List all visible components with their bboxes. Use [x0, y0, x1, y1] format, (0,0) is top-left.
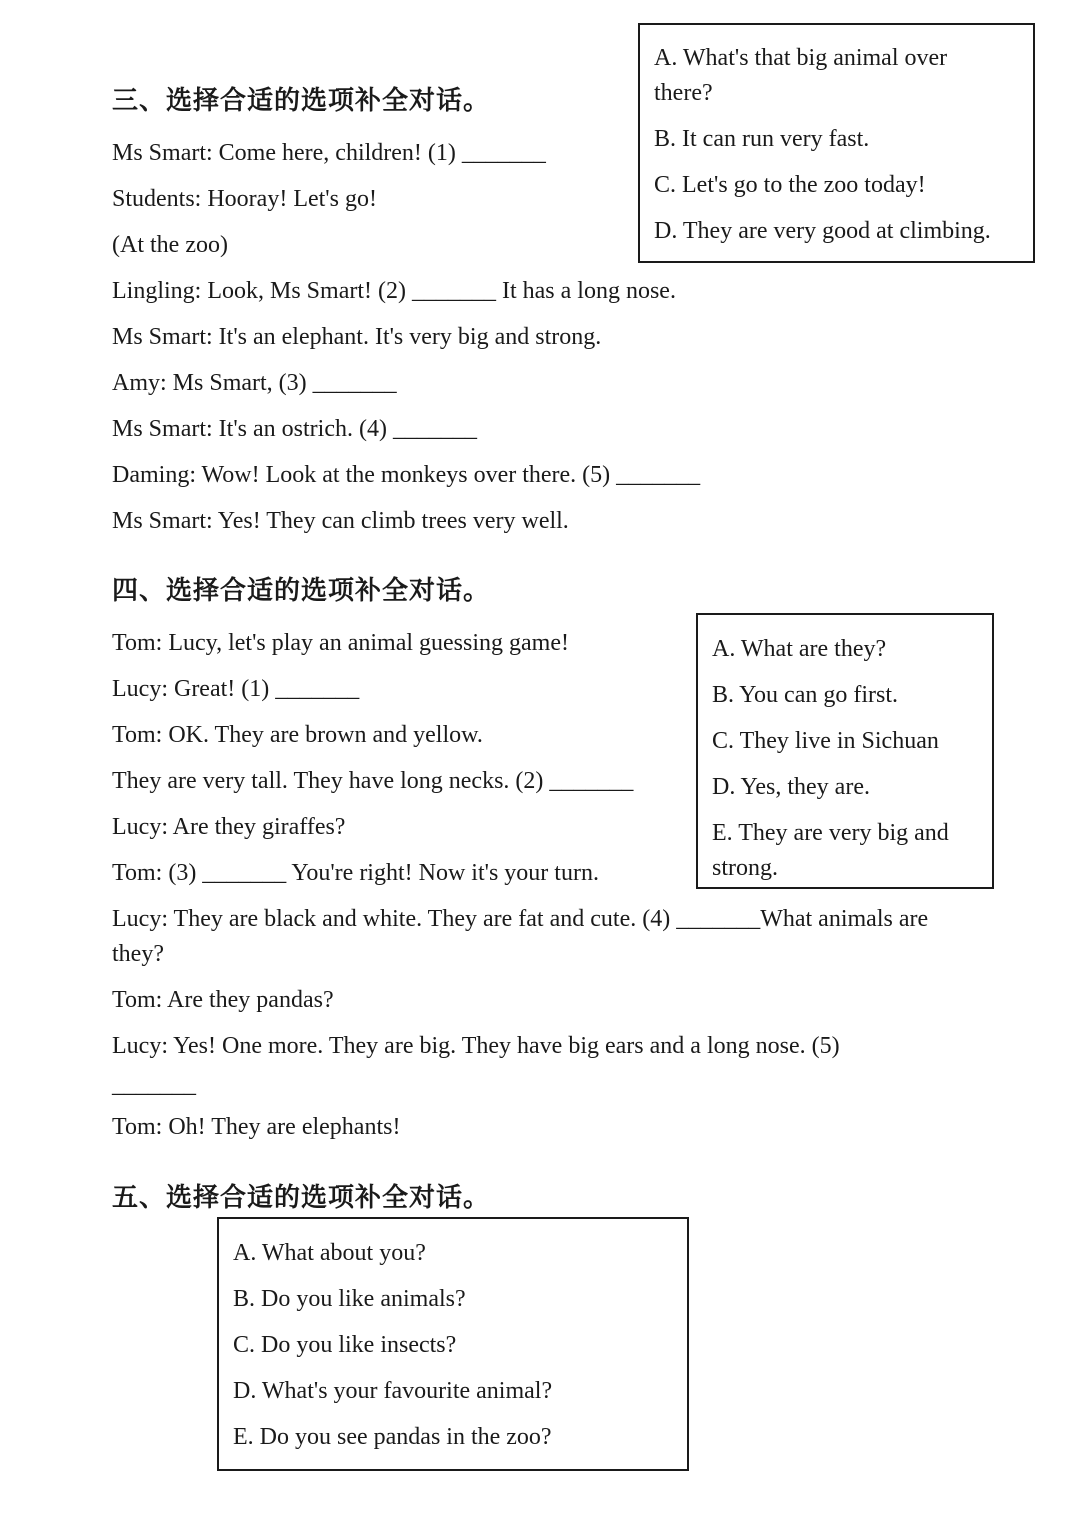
section4-option-d: D. Yes, they are.	[712, 774, 870, 800]
dialogue-line: Tom: Oh! They are elephants!	[112, 1114, 401, 1140]
section3-options-box	[638, 23, 1035, 263]
section3-option-a-cont: there?	[654, 80, 713, 106]
dialogue-line: Tom: OK. They are brown and yellow.	[112, 722, 483, 748]
dialogue-line: Lucy: Are they giraffes?	[112, 814, 346, 840]
dialogue-line: Ms Smart: It's an ostrich. (4) _______	[112, 416, 477, 442]
dialogue-line: Lingling: Look, Ms Smart! (2) _______ It has a long nose.	[112, 278, 676, 304]
section4-options-box	[696, 613, 994, 889]
dialogue-line: Tom: Are they pandas?	[112, 987, 334, 1013]
section4-option-c: C. They live in Sichuan	[712, 728, 939, 754]
section4-option-e: E. They are very big and	[712, 820, 949, 846]
dialogue-line: Ms Smart: Yes! They can climb trees very well.	[112, 508, 569, 534]
section4-heading: 四、选择合适的选项补全对话。	[112, 576, 491, 606]
dialogue-line: _______	[112, 1072, 196, 1098]
section5-option-a: A. What about you?	[233, 1240, 426, 1266]
dialogue-line: Ms Smart: Come here, children! (1) _______	[112, 140, 546, 166]
dialogue-line: Students: Hooray! Let's go!	[112, 186, 377, 212]
section4-option-b: B. You can go first.	[712, 682, 899, 708]
dialogue-line: Tom: Lucy, let's play an animal guessing game!	[112, 630, 569, 656]
section4-option-a: A. What are they?	[712, 636, 887, 662]
section5-heading: 五、选择合适的选项补全对话。	[112, 1183, 491, 1213]
section5-option-c: C. Do you like insects?	[233, 1332, 457, 1358]
dialogue-line: Daming: Wow! Look at the monkeys over there. (5) _______	[112, 462, 701, 488]
section5-option-d: D. What's your favourite animal?	[233, 1378, 553, 1404]
section3-option-d: D. They are very good at climbing.	[654, 218, 991, 244]
section5-option-e: E. Do you see pandas in the zoo?	[233, 1424, 552, 1450]
section4-option-e-cont: strong.	[712, 855, 778, 881]
section3-heading: 三、选择合适的选项补全对话。	[112, 86, 491, 116]
dialogue-line: they?	[112, 941, 164, 967]
dialogue-line: Amy: Ms Smart, (3) _______	[112, 370, 397, 396]
section3-option-a: A. What's that big animal over	[654, 45, 948, 71]
section5-option-b: B. Do you like animals?	[233, 1286, 466, 1312]
dialogue-line: Tom: (3) _______ You're right! Now it's your turn.	[112, 860, 599, 886]
dialogue-line: Lucy: Great! (1) _______	[112, 676, 360, 702]
dialogue-line: Ms Smart: It's an elephant. It's very big and strong.	[112, 324, 602, 350]
dialogue-line: (At the zoo)	[112, 232, 228, 258]
dialogue-line: Lucy: They are black and white. They are fat and cute. (4) _______What animals are	[112, 906, 929, 932]
section3-option-b: B. It can run very fast.	[654, 126, 870, 152]
section3-option-c: C. Let's go to the zoo today!	[654, 172, 926, 198]
section5-options-box	[217, 1217, 689, 1471]
dialogue-line: They are very tall. They have long necks. (2) _______	[112, 768, 634, 794]
dialogue-line: Lucy: Yes! One more. They are big. They have big ears and a long nose. (5)	[112, 1033, 840, 1059]
